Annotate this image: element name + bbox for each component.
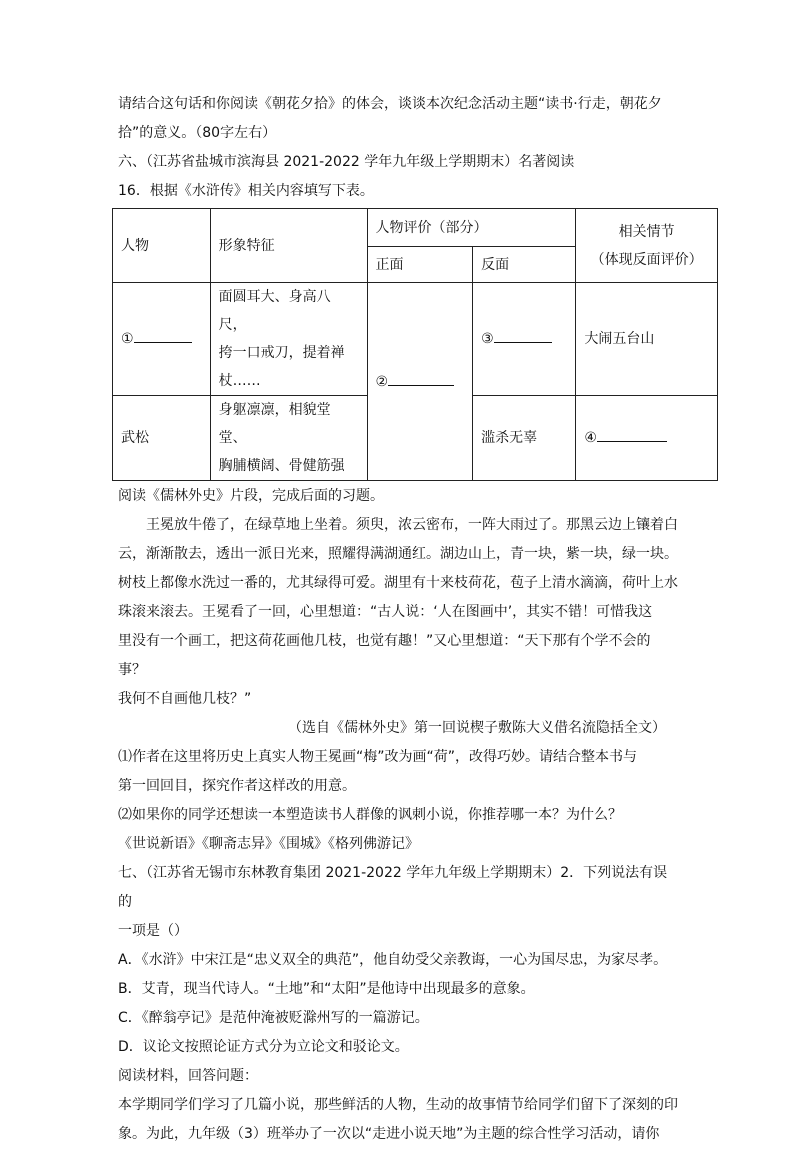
- row1-plot: 大闹五台山: [576, 283, 718, 396]
- feature-line: 面圆耳大、身高八尺，: [218, 289, 331, 333]
- row2-person: 武松: [113, 396, 211, 481]
- header-plot-line: 相关情节: [618, 223, 675, 240]
- header-feature: 形象特征: [210, 209, 367, 283]
- section-heading: 六、（江苏省盐城市滨海县 2021-2022 学年九年级上学期期末）名著阅读: [118, 154, 575, 170]
- negative-marker: ③: [481, 331, 494, 347]
- row1-negative: [473, 283, 576, 396]
- section-heading: 七、（江苏省无锡市东林教育集团 2021-2022 学年九年级上学期期末）2．下列说法有误的: [118, 865, 668, 910]
- material-line: 象。为此，九年级（3）班举办了一次以“走进小说天地”为主题的综合性学习活动，请你: [118, 1126, 660, 1142]
- reading-lead: 阅读《儒林外史》片段，完成后面的习题。: [118, 488, 384, 504]
- book-options: 《世说新语》《聊斋志异》《围城》《格列佛游记》: [118, 836, 419, 852]
- answer-blank[interactable]: [134, 326, 192, 343]
- feature-line: 胸脯横阔、骨健筋强: [218, 458, 345, 474]
- option-d: D．议论文按照论证方式分为立论文和驳论文。: [118, 1039, 409, 1055]
- feature-line: 挎一口戒刀，提着禅: [218, 345, 345, 361]
- header-person: 人物: [113, 209, 211, 283]
- material-line: 本学期同学们学习了几篇小说，那些鲜活的人物，生动的故事情节给同学们留下了深刻的印: [118, 1097, 678, 1113]
- sub-question: ⑵如果你的同学还想读一本塑造读书人群像的讽刺小说，你推荐哪一本？为什么？: [118, 807, 622, 823]
- row2-feature: [210, 396, 367, 481]
- row1-feature: [210, 283, 367, 396]
- passage-line: 王冕放牛倦了，在绿草地上坐着。须臾，浓云密布，一阵大雨过了。那黑云边上镶着白: [146, 517, 678, 533]
- intro-line: 请结合这句话和你阅读《朝花夕拾》的体会，谈谈本次纪念活动主题“读书·行走，朝花夕: [118, 96, 662, 112]
- row2-negative: 滥杀无辜: [473, 396, 576, 481]
- passage-line: 云，渐渐散去，透出一派日光来，照耀得满湖通红。湖边山上，青一块，紫一块，绿一块。: [118, 546, 678, 562]
- header-negative: 反面: [473, 247, 576, 283]
- passage-line: 珠滚来滚去。王冕看了一回，心里想道：“古人说：‘人在图画中’，其实不错！可惜我这: [118, 604, 653, 620]
- row1-person: [113, 283, 211, 396]
- feature-line: 杖……: [218, 373, 261, 389]
- option-b: B．艾青，现当代诗人。“土地”和“太阳”是他诗中出现最多的意象。: [118, 981, 535, 997]
- passage-line: 树枝上都像水洗过一番的，尤其绿得可爱。湖里有十来枝荷花，苞子上清水滴滴，荷叶上水: [118, 575, 678, 591]
- answer-blank[interactable]: [494, 326, 552, 343]
- header-plot-line: （体现反面评价）: [590, 251, 703, 268]
- plot-marker: ④: [584, 430, 597, 446]
- feature-line: 身躯凛凛，相貌堂堂、: [218, 402, 331, 446]
- positive-shared-cell: [367, 283, 473, 481]
- passage-line: 我何不自画他几枝？”: [118, 691, 252, 707]
- answer-blank[interactable]: [597, 425, 667, 442]
- passage-source: （选自《儒林外史》第一回说楔子敷陈大义借名流隐括全文）: [288, 720, 666, 736]
- answer-blank[interactable]: [388, 369, 454, 386]
- sub-question: 第一回回目，探究作者这样改的用意。: [118, 778, 356, 794]
- positive-marker: ②: [375, 373, 389, 390]
- header-evaluation: 人物评价（部分）: [367, 209, 576, 247]
- passage-line: 里没有一个画工，把这荷花画他几枝，也觉有趣！”又心里想道：“天下那有个学不会的事？: [118, 633, 651, 678]
- intro-line: 拾”的意义。（80字左右）: [118, 125, 277, 141]
- question-text: 16．根据《水浒传》相关内容填写下表。: [118, 183, 374, 199]
- document-page: [118, 90, 703, 1149]
- header-positive: 正面: [367, 247, 473, 283]
- section-heading: 一项是（）: [118, 923, 188, 939]
- option-c: C．《醉翁亭记》是范仲淹被贬滁州写的一篇游记。: [118, 1010, 429, 1026]
- option-a: A．《水浒》中宋江是“忠义双全的典范”，他自幼受父亲教诲，一心为国尽忠，为家尽孝。: [118, 952, 668, 968]
- water-margin-table: [112, 208, 718, 481]
- sub-question: ⑴作者在这里将历史上真实人物王冕画“梅”改为画“荷”，改得巧妙。请结合整本书与: [118, 749, 638, 765]
- row2-plot: [576, 396, 718, 481]
- material-lead: 阅读材料，回答问题：: [118, 1068, 258, 1084]
- header-plot: [576, 209, 718, 283]
- row1-person-marker: ①: [121, 331, 134, 347]
